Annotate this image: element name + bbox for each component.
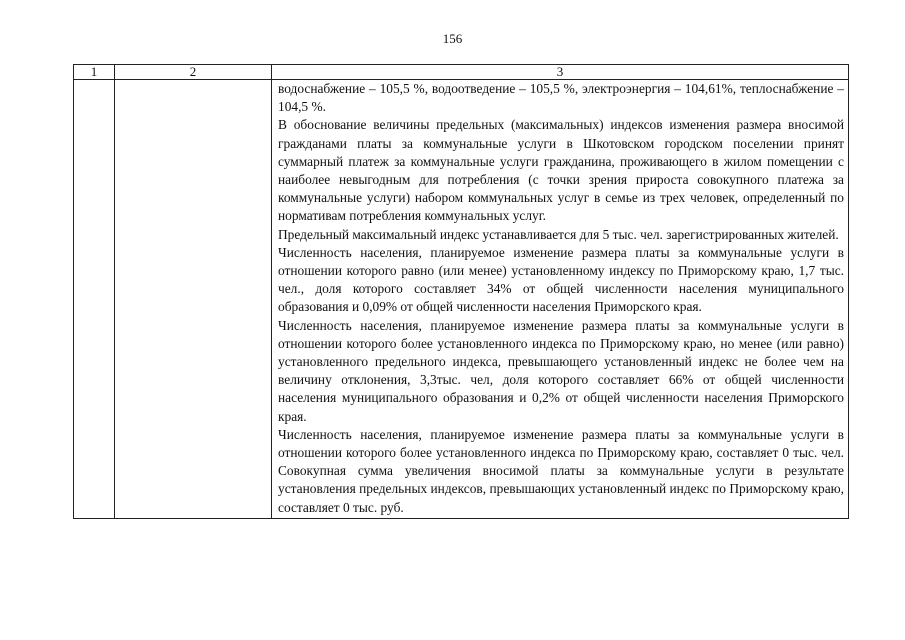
paragraph-population-within-deviation: Численность населения, планируемое изменение размера платы за коммунальные услуги в отношении которого более установленного индекса по Приморскому краю, но менее (или равно) установленного предельного индекса, превышающего установленный индекс не более чем на величину отклонения, 3,3тыс. чел, доля которого составляет 66% от общей численности населения муниципального образования и 0,2% от общей численности населения Приморского края. [278, 317, 844, 424]
paragraph-max-index-population: Предельный максимальный индекс устанавливается для 5 тыс. чел. зарегистрированных жителей. [278, 226, 839, 242]
table-row [74, 80, 849, 519]
column-header-2: 2 [115, 65, 272, 80]
table-header-row [74, 65, 849, 80]
paragraph-population-above-index: Численность населения, планируемое изменение размера платы за коммунальные услуги в отношении которого более установленного индекса по Приморскому краю, составляет 0 тыс. чел. Совокупная сумма увеличения вносимой платы за коммунальные услуги в результате установления предельных индексов, превышающих установленный индекс по Приморскому краю, составляет 0 тыс. руб. [278, 426, 844, 515]
paragraph-justification: В обоснование величины предельных (максимальных) индексов изменения размера вносимой гражданами платы за коммунальные услуги в Шкотовском городском поселении принят суммарный платеж за коммунальные услуги гражданина, проживающего в жилом помещении с наиболее невыгодным для потребления (с точки зрения прироста совокупного платежа за коммунальные услуги) набором коммунальных услуг в семье из трех человек, определенный по нормативам потребления коммунальных услуг. [278, 117, 844, 224]
paragraph-population-at-or-below-index: Численность населения, планируемое изменение размера платы за коммунальные услуги в отношении которого равно (или менее) установленному индексу по Приморскому краю, 1,7 тыс. чел., доля которого составляет 34% от общей численности населения муниципального образования и 0,09% от общей численности населения Приморского края. [278, 244, 844, 315]
cell-col1 [74, 80, 115, 519]
column-header-3: 3 [272, 65, 849, 80]
cell-col2 [115, 80, 272, 519]
cell-col3 [272, 80, 849, 519]
paragraph-tariff-indices: водоснабжение – 105,5 %, водоотведение – 105,5 %, электроэнергия – 104,61%, теплоснабжение – 104,5 %. [278, 81, 844, 115]
document-table [73, 64, 849, 519]
page-number: 156 [442, 31, 463, 46]
column-header-1: 1 [74, 65, 115, 80]
